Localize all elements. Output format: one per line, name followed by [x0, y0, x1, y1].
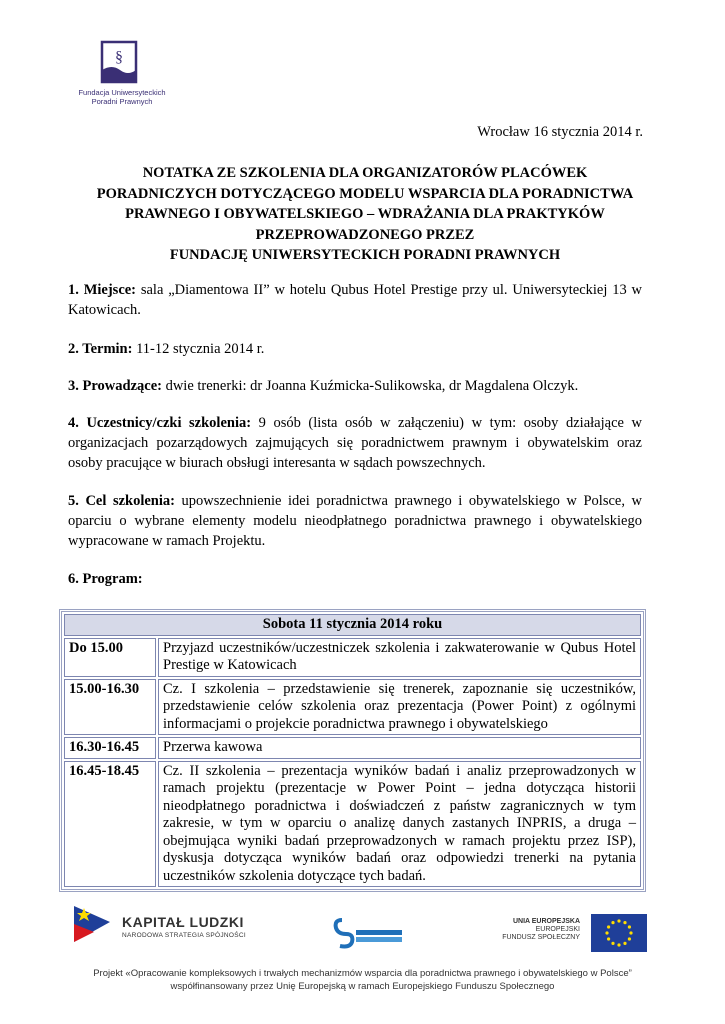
table-row	[64, 737, 641, 759]
logo-text-line1: Fundacja Uniwersyteckich	[78, 88, 166, 97]
description-cell: Cz. I szkolenia – przedstawienie się trenerek, zapoznanie się uczestników, przedstawienie celów szkolenia oraz prezentacja (Power Point) z ogólnymi informacjami o projekcie poradnictwa prawnego i obywatelskiego	[158, 679, 641, 736]
time-cell: Do 15.00	[64, 638, 156, 677]
eu-text	[502, 918, 580, 942]
section-text: sala „Diamentowa II” w hotelu Qubus Hotel Prestige przy ul. Uniwersyteckiej 13 w Katowicach.	[68, 282, 643, 318]
foundation-logo-icon	[100, 40, 138, 86]
section-label: 4. Uczestnicy/czki szkolenia:	[68, 415, 252, 431]
project-footnote	[60, 967, 665, 993]
footer-logos	[60, 896, 665, 966]
section-text: 11-12 stycznia 2014 r.	[132, 341, 265, 357]
section-label: 5. Cel szkolenia:	[68, 493, 175, 509]
section-trainers	[68, 376, 642, 396]
table-row	[64, 679, 641, 736]
description-cell: Przyjazd uczestników/uczestniczek szkolenia i zakwaterowanie w Qubus Hotel Prestige w Katowicach	[158, 638, 641, 677]
program-table	[59, 609, 646, 892]
table-row	[64, 638, 641, 677]
eu-line3: FUNDUSZ SPOŁECZNY	[502, 934, 580, 941]
title-line: PRAWNEGO I OBYWATELSKIEGO – WDRAŻANIA DLA PRAKTYKÓW	[125, 206, 605, 222]
logo-text	[68, 88, 176, 106]
section-label: 1. Miejsce:	[68, 282, 137, 298]
time-cell: 16.30-16.45	[64, 737, 156, 759]
section-label: 6. Program:	[68, 571, 143, 587]
eu-flag-icon	[591, 914, 647, 952]
kapital-ludzki-logo-icon	[70, 902, 114, 946]
section-text: upowszechnienie idei poradnictwa prawnego i obywatelskiego w Polsce, w oparciu o wybrane elementy modelu nieodpłatnego poradnictwa prawnego i obywatelskiego wypracowane w ramach Projektu.	[68, 493, 643, 549]
section-participants	[68, 413, 642, 473]
section-text: 9 osób (lista osób w załączeniu) w tym: osoby działające w organizacjach pozarządowych zajmujących się poradnictwem prawnym i obywatelskim oraz osoby pracujące w biurach obsługi interesanta w sądach powszechnych.	[68, 415, 642, 471]
section-label: 2. Termin:	[68, 341, 133, 357]
svg-text:§: §	[115, 49, 123, 66]
eu-line2: EUROPEJSKI	[535, 926, 580, 933]
fupp-partner-logo-icon	[332, 914, 404, 950]
table-row	[64, 761, 641, 888]
title-line: NOTATKA ZE SZKOLENIA DLA ORGANIZATORÓW PLACÓWEK	[142, 165, 588, 181]
section-label: 3. Prowadzące:	[68, 378, 162, 394]
kapital-ludzki-subtitle: NARODOWA STRATEGIA SPÓJNOŚCI	[122, 932, 246, 939]
section-goal	[68, 491, 642, 551]
table-header-row	[64, 614, 641, 636]
title-line: FUNDACJĘ UNIWERSYTECKICH PORADNI PRAWNYCH	[169, 247, 561, 263]
eu-line1: UNIA EUROPEJSKA	[512, 918, 580, 925]
document-date: Wrocław 16 stycznia 2014 r.	[477, 124, 643, 140]
logo-text-line2: Poradni Prawnych	[91, 97, 153, 106]
section-date	[68, 339, 642, 359]
title-line: PRZEPROWADZONEGO PRZEZ	[255, 226, 475, 243]
description-cell: Cz. II szkolenia – prezentacja wyników badań i analiz przeprowadzonych w ramach projektu (prezentacje w Power Point – jedna dotycząca historii nieodpłatnego poradnictwa i doświadczeń z państw zagranicznych w tym zakresie, w tym w oparciu o analizę danych zastanych INPRIS, a druga – obejmująca wyniki badań przeprowadzonych w ramach projektu przez ISP), dyskusja dotycząca wyników badań oraz odpowiedzi trenerki na pytania uczestników szkolenia dotyczące tych badań.	[158, 761, 641, 888]
description-cell: Przerwa kawowa	[158, 737, 641, 759]
time-cell: 16.45-18.45	[64, 761, 156, 888]
kapital-ludzki-title: KAPITAŁ LUDZKI	[122, 914, 244, 930]
foundation-logo	[68, 40, 176, 126]
section-text: dwie trenerki: dr Joanna Kuźmicka-Sulikowska, dr Magdalena Olczyk.	[161, 378, 579, 394]
title-line: PORADNICZYCH DOTYCZĄCEGO MODELU WSPARCIA DLA PORADNICTWA	[96, 185, 634, 202]
section-program	[68, 569, 642, 589]
document-title	[60, 163, 670, 266]
time-cell: 15.00-16.30	[64, 679, 156, 736]
section-location	[68, 280, 642, 320]
day-header: Sobota 11 stycznia 2014 roku	[64, 614, 641, 636]
footnote-line2: współfinansowany przez Unię Europejską w ramach Europejskiego Funduszu Społecznego	[170, 981, 555, 992]
footnote-line1: Projekt «Opracowanie kompleksowych i trwałych mechanizmów wsparcia dla poradnictwa prawnego i obywatelskiego w Polsce”	[93, 968, 632, 979]
